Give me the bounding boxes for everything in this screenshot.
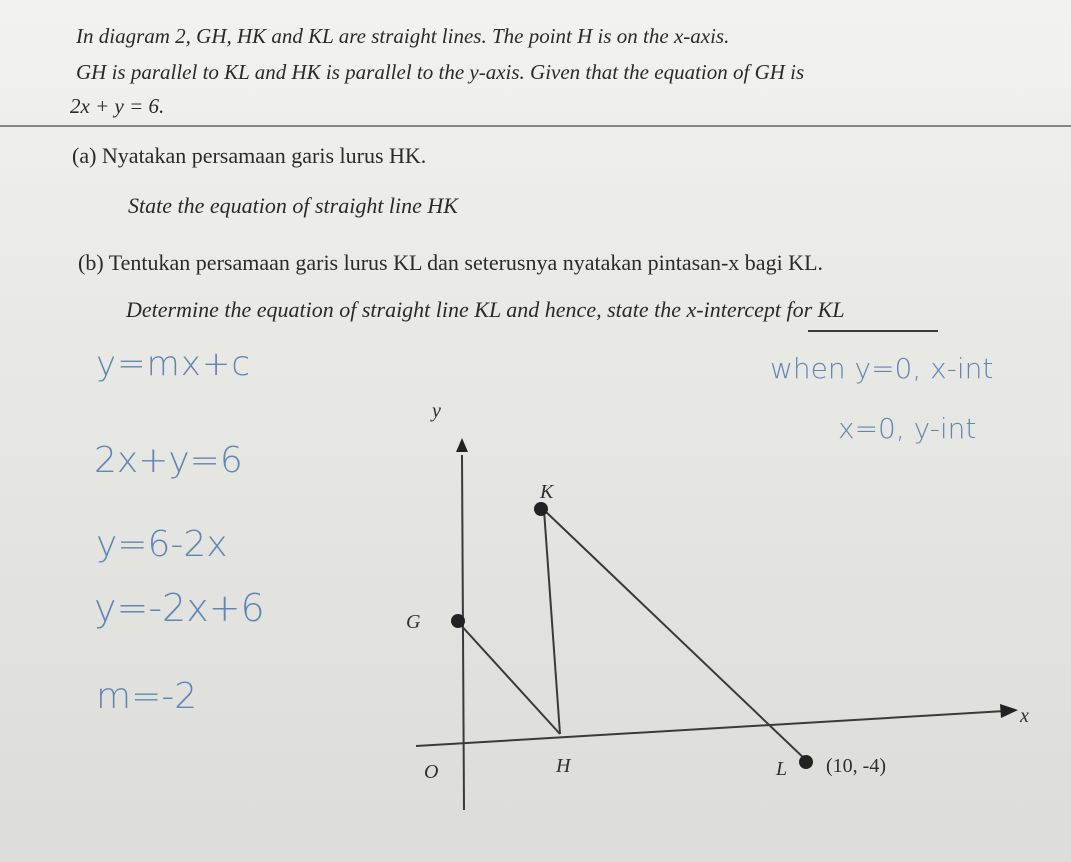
part-a-english: State the equation of straight line HK <box>128 193 458 218</box>
line-hk <box>544 510 560 734</box>
x-axis-line <box>416 711 1005 746</box>
handwritten-note-y-intercept: x=0, y-int <box>838 412 977 445</box>
question-intro-line-2: GH is parallel to KL and HK is parallel to the y-axis. Given that the equation of GH is <box>76 60 805 84</box>
handwritten-general-form: y=mx+c <box>96 344 252 384</box>
x-axis-arrow-icon <box>1000 704 1018 718</box>
handwritten-step-3: y=-2x+6 <box>94 586 265 630</box>
y-axis-label: y <box>432 400 441 422</box>
handwritten-gradient: m=-2 <box>96 676 198 717</box>
y-axis-line <box>462 455 464 810</box>
origin-label: O <box>424 761 439 783</box>
part-b-malay: (b) Tentukan persamaan garis lurus KL dan seterusnya nyatakan pintasan-x bagi KL. <box>78 250 824 275</box>
point-l-label: L <box>776 758 788 780</box>
point-g-dot <box>451 614 465 628</box>
point-l-dot <box>799 755 813 769</box>
point-l-coordinates: (10, -4) <box>826 755 886 777</box>
part-b-english: Determine the equation of straight line KL and hence, state the x-intercept for KL <box>126 297 845 322</box>
point-h-label: H <box>556 755 571 777</box>
point-k-dot <box>534 502 548 516</box>
handwritten-step-2: y=6-2x <box>96 524 228 565</box>
handwritten-step-1: 2x+y=6 <box>94 440 243 481</box>
point-g-label: G <box>406 611 421 633</box>
question-intro-line-1: In diagram 2, GH, HK and KL are straight lines. The point H is on the x-axis. <box>76 24 730 48</box>
x-axis-label: x <box>1020 705 1029 727</box>
line-gh <box>458 622 560 734</box>
handwritten-note-x-intercept: when y=0, x-int <box>770 352 994 385</box>
part-a-malay: (a) Nyatakan persamaan garis lurus HK. <box>72 143 427 168</box>
point-k-label: K <box>540 481 554 503</box>
y-axis-arrow-icon <box>456 438 468 452</box>
line-kl <box>544 510 808 762</box>
question-intro-line-3: 2x + y = 6. <box>70 94 165 118</box>
